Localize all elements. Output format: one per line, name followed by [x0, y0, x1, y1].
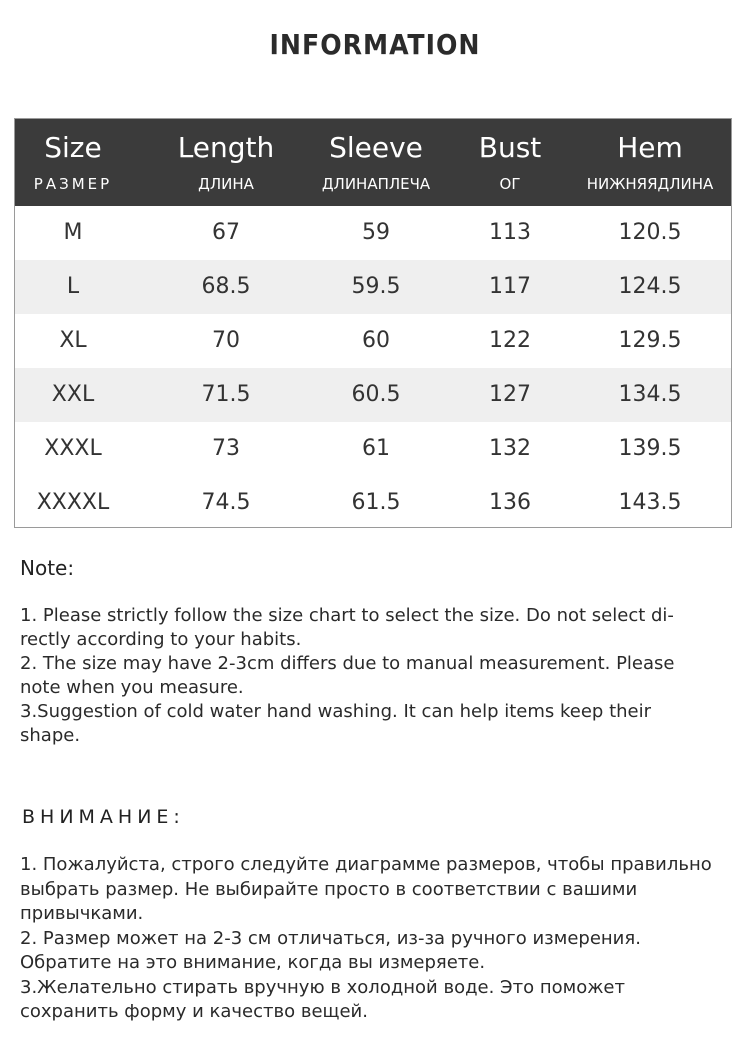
- cell-sleeve: 61: [362, 436, 390, 461]
- note-line: 2. The size may have 2-3cm differs due to manual measurement. Please: [20, 653, 675, 674]
- cell-bust: 136: [489, 490, 531, 515]
- header-label: Bust: [478, 131, 542, 164]
- note-ru-line: 2. Размер может на 2-3 см отличаться, из-за ручного измерения.: [20, 927, 641, 949]
- table-row: [15, 260, 731, 314]
- cell-size: L: [66, 274, 80, 299]
- note-ru-line: 3.Желательно стирать вручную в холодной воде. Это поможет: [20, 976, 625, 998]
- header-sublabel: ДЛИНАПЛЕЧА: [321, 175, 431, 193]
- header-sublabel: РАЗМЕР: [33, 175, 113, 193]
- table-row: [15, 476, 731, 530]
- header-sublabel: ОГ: [499, 175, 521, 193]
- header-sublabel: ДЛИНА: [198, 175, 254, 193]
- cell-size: XXXXL: [36, 490, 110, 515]
- note-line: note when you measure.: [20, 677, 244, 698]
- header-label: Size: [44, 131, 102, 164]
- cell-sleeve: 60: [362, 328, 390, 353]
- header-label: Hem: [617, 131, 683, 164]
- cell-length: 71.5: [201, 382, 251, 407]
- note-ru-body: [20, 853, 730, 1025]
- cell-hem: 129.5: [618, 328, 682, 353]
- note-line: 3.Suggestion of cold water hand washing. It can help items keep their: [20, 701, 652, 722]
- header-length: [151, 119, 301, 206]
- note-line: rectly according to your habits.: [20, 629, 302, 650]
- note-ru-line: Обратите на это внимание, когда вы измеряете.: [20, 952, 486, 973]
- page-title: INFORMATION: [269, 28, 481, 61]
- cell-hem: 120.5: [618, 220, 682, 245]
- cell-hem: 139.5: [618, 436, 682, 461]
- cell-size: M: [63, 220, 83, 245]
- cell-hem: 124.5: [618, 274, 682, 299]
- cell-bust: 122: [489, 328, 531, 353]
- cell-sleeve: 59: [362, 220, 390, 245]
- header-sublabel: НИЖНЯЯДЛИНА: [586, 175, 714, 193]
- cell-bust: 113: [489, 220, 531, 245]
- cell-length: 70: [212, 328, 240, 353]
- note-ru-heading: ВНИМАНИЕ:: [22, 806, 185, 828]
- cell-bust: 117: [489, 274, 531, 299]
- header-label: Sleeve: [329, 131, 423, 164]
- cell-hem: 143.5: [618, 490, 682, 515]
- table-header: [15, 119, 731, 206]
- table-row: [15, 368, 731, 422]
- cell-length: 68.5: [201, 274, 251, 299]
- cell-bust: 132: [489, 436, 531, 461]
- cell-length: 67: [212, 220, 240, 245]
- cell-hem: 134.5: [618, 382, 682, 407]
- note-line: shape.: [20, 725, 81, 746]
- table-row: [15, 422, 731, 476]
- cell-size: XL: [59, 328, 87, 353]
- cell-bust: 127: [489, 382, 531, 407]
- note-ru-line: сохранить форму и качество вещей.: [20, 1001, 368, 1022]
- cell-size: XXL: [51, 382, 95, 407]
- note-body: [20, 604, 720, 748]
- note-ru-line: 1. Пожалуйста, строго следуйте диаграмме размеров, чтобы правильно: [20, 854, 712, 875]
- table-row: [15, 206, 731, 260]
- note-ru-line: выбрать размер. Не выбирайте просто в соответствии с вашими: [20, 878, 638, 900]
- header-bust: [451, 119, 569, 206]
- header-label: Length: [177, 131, 275, 164]
- header-sleeve: [301, 119, 451, 206]
- cell-sleeve: 60.5: [351, 382, 401, 407]
- cell-length: 74.5: [201, 490, 251, 515]
- note-line: 1. Please strictly follow the size chart to select the size. Do not select di-: [20, 605, 674, 626]
- cell-sleeve: 61.5: [351, 490, 401, 515]
- header-hem: [569, 119, 731, 206]
- cell-size: XXXL: [44, 436, 102, 461]
- note-ru-line: привычками.: [20, 903, 144, 924]
- size-chart-table: [14, 118, 732, 528]
- header-size: [15, 119, 131, 206]
- cell-sleeve: 59.5: [351, 274, 401, 299]
- cell-length: 73: [212, 436, 240, 461]
- table-row: [15, 314, 731, 368]
- note-heading: Note:: [20, 556, 75, 580]
